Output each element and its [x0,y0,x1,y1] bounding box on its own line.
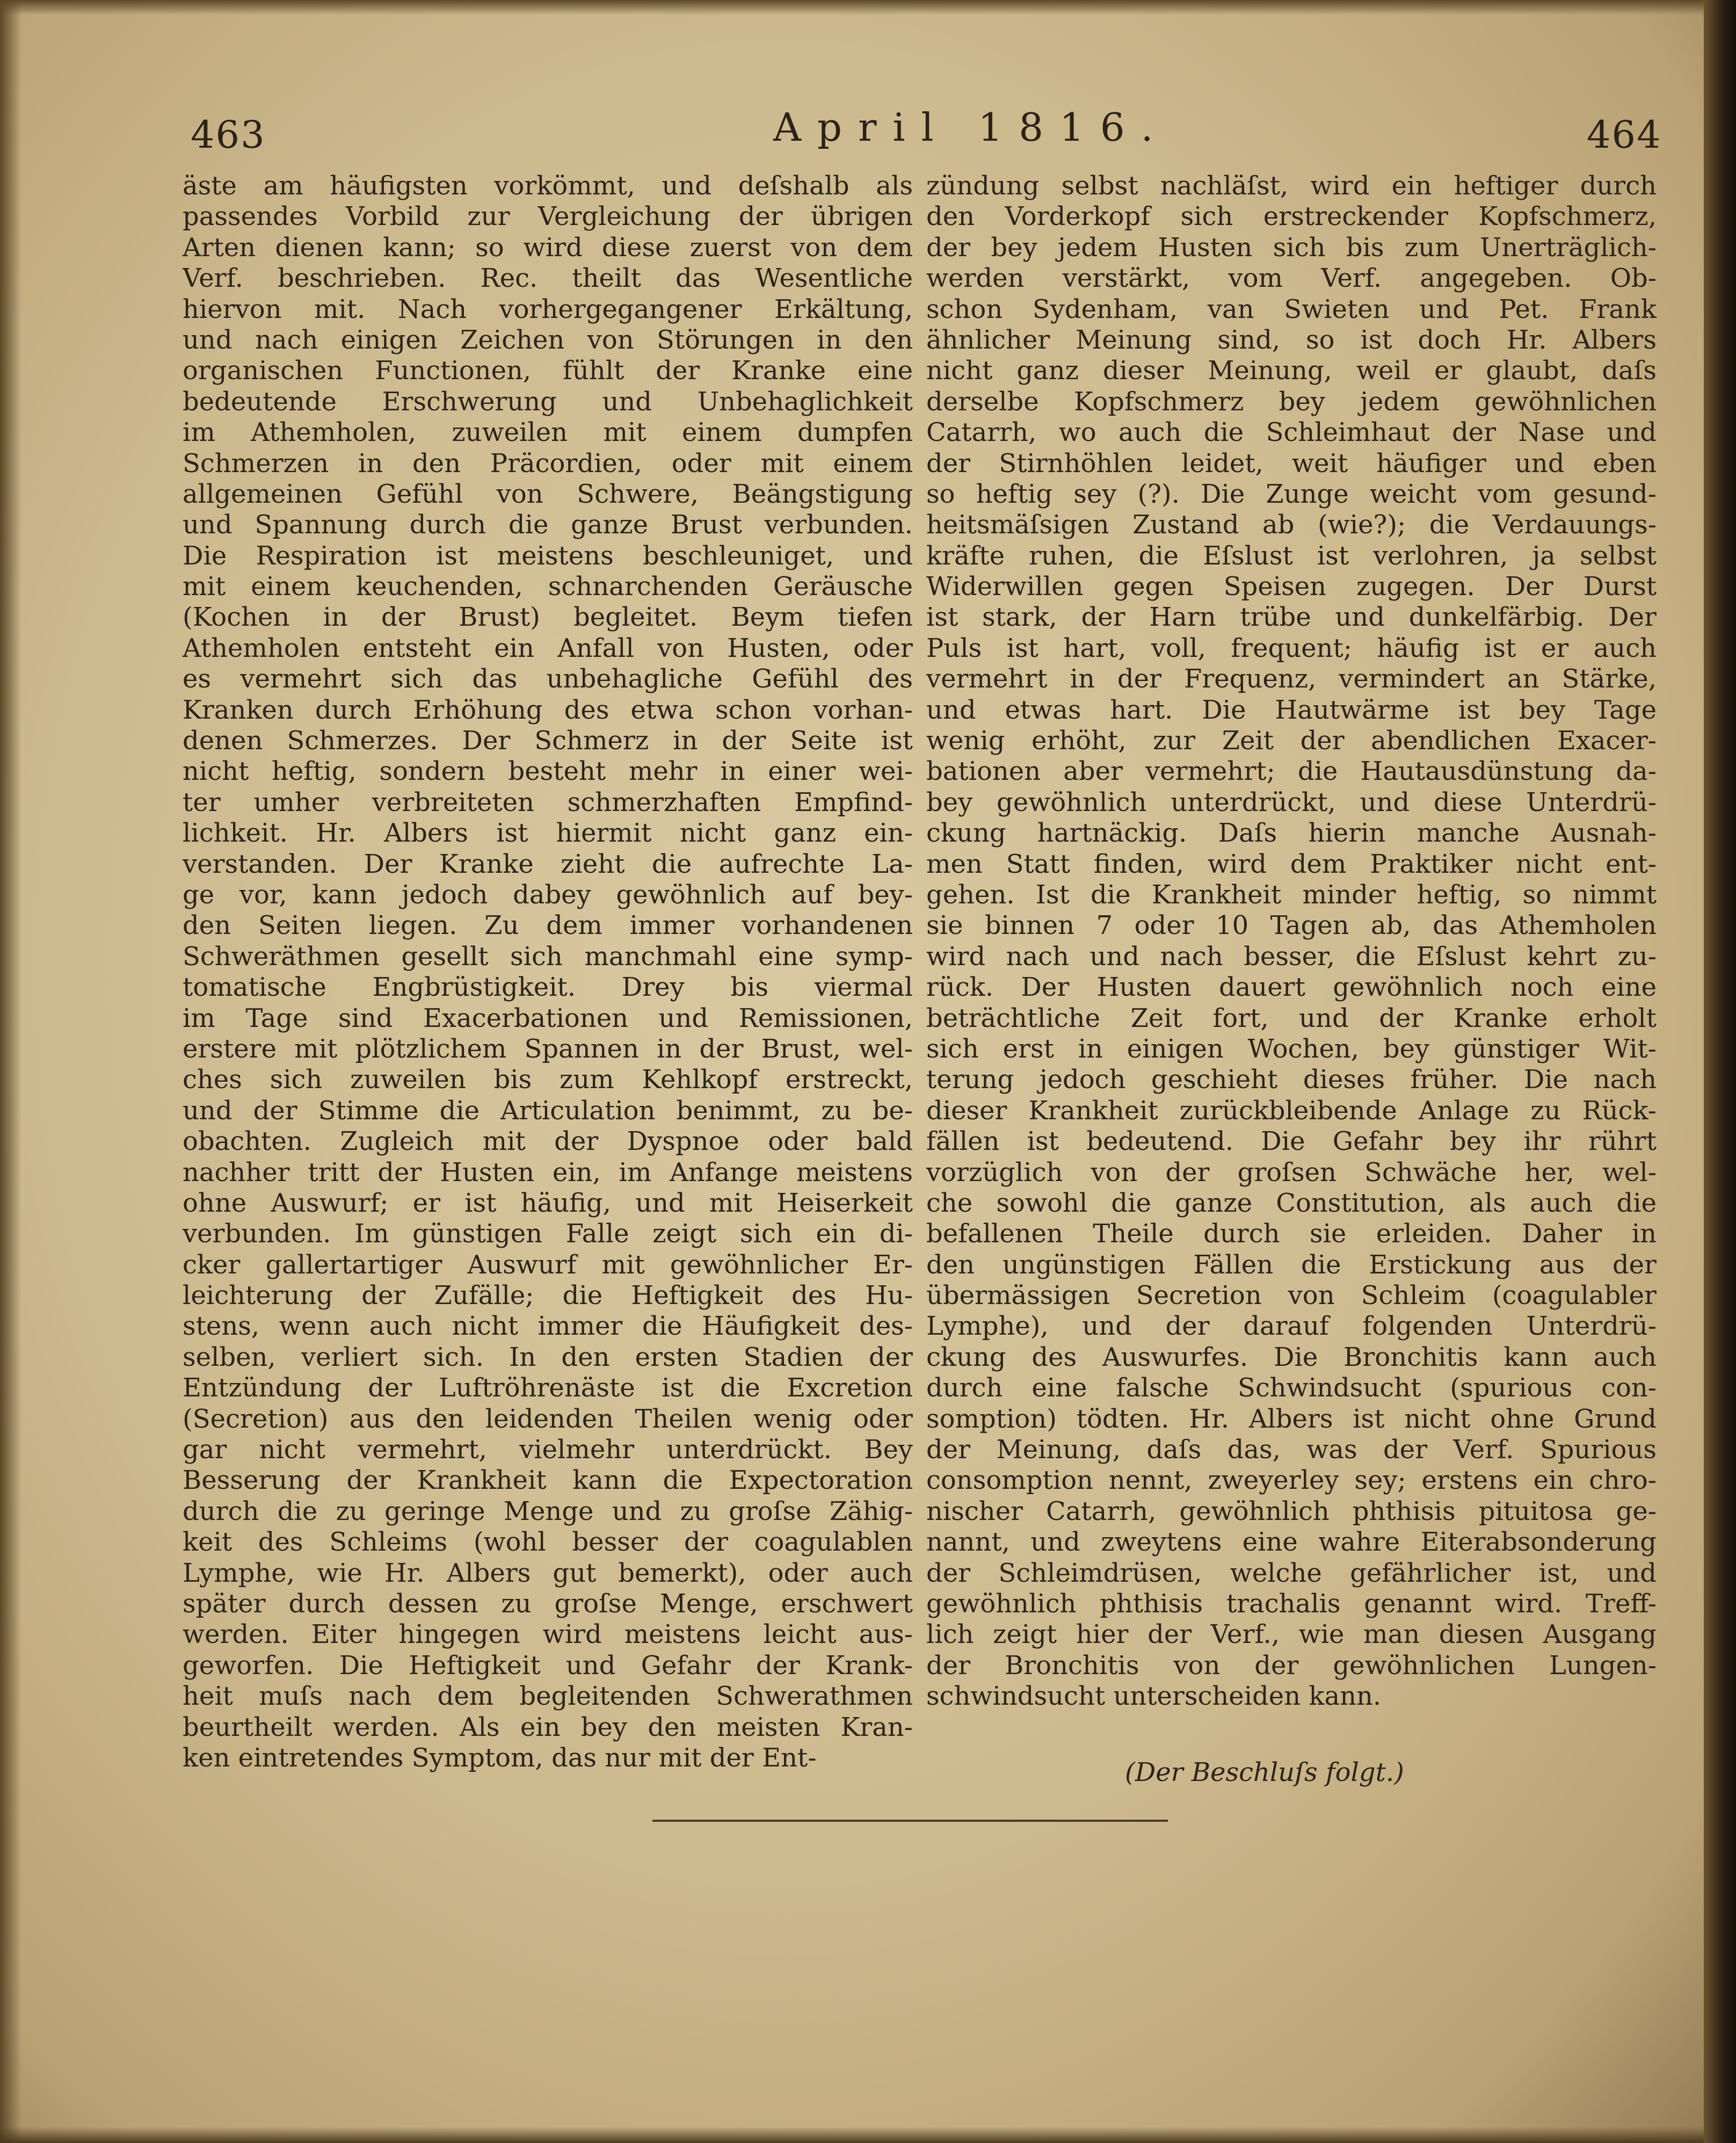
text-line: den ungünstigen Fällen die Erstickung aus der [926,1249,1657,1280]
text-line: organischen Functionen, fühlt der Kranke eine [183,356,913,386]
text-line: rück. Der Husten dauert gewöhnlich noch eine [926,972,1657,1003]
text-line: nachher tritt der Husten ein, im Anfange meistens [183,1157,913,1188]
text-line: cker gallertartiger Auswurf mit gewöhnlicher Er- [183,1249,913,1280]
text-line: somption) tödten. Hr. Albers ist nicht ohne Grund [926,1403,1657,1434]
text-line: gehen. Ist die Krankheit minder heftig, so nimmt [926,879,1657,910]
text-line: (Kochen in der Brust) begleitet. Beym tiefen [183,602,913,633]
text-line: dieser Krankheit zurückbleibende Anlage zu Rück- [926,1095,1657,1126]
closing-note: (Der Beschluſs folgt.) [1125,1757,1404,1787]
text-line: ckung hartnäckig. Daſs hierin manche Ausnah- [926,818,1657,849]
text-line: tomatische Engbrüstigkeit. Drey bis viermal [183,972,913,1003]
text-line: der Meinung, daſs das, was der Verf. Spurious [926,1435,1657,1465]
page-shadow-top [0,0,1736,15]
page-shadow-left [0,0,21,2143]
text-line: wenig erhöht, zur Zeit der abendlichen Exacer- [926,726,1657,756]
text-line: den Seiten liegen. Zu dem immer vorhandenen [183,910,913,941]
right-text-column [926,171,1657,1712]
text-line: schon Sydenham, van Swieten und Pet. Frank [926,294,1657,324]
text-line: Athemholen entsteht ein Anfall von Husten, oder [183,633,913,663]
text-line: es vermehrt sich das unbehagliche Gefühl des [183,664,913,694]
text-line: wird nach und nach besser, die Eſslust kehrt zu- [926,941,1657,972]
text-line: heit muſs nach dem begleitenden Schwerathmen [183,1681,913,1712]
text-line: kräfte ruhen, die Eſslust ist verlohren, ja selbst [926,540,1657,571]
text-line: werden verstärkt, vom Verf. angegeben. Ob- [926,263,1657,294]
text-line: nannt, und zweytens eine wahre Eiterabsonderung [926,1527,1657,1558]
text-line: übermässigen Secretion von Schleim (coagulabler [926,1280,1657,1311]
text-line: nischer Catarrh, gewöhnlich phthisis pituitosa ge- [926,1496,1657,1526]
text-line: der Stirnhöhlen leidet, weit häufiger und eben [926,448,1657,479]
text-line: bedeutende Erschwerung und Unbehaglichkeit [183,386,913,417]
text-line: men Statt finden, wird dem Praktiker nicht ent- [926,849,1657,879]
text-line: Kranken durch Erhöhung des etwa schon vorhan- [183,694,913,725]
text-line: so heftig sey (?). Die Zunge weicht vom gesund- [926,479,1657,509]
text-line: ches sich zuweilen bis zum Kehlkopf erstreckt, [183,1065,913,1095]
text-line: den Vorderkopf sich erstreckender Kopfschmerz, [926,201,1657,232]
text-line: denen Schmerzes. Der Schmerz in der Seite ist [183,726,913,756]
text-line: leichterung der Zufälle; die Heftigkeit des Hu- [183,1280,913,1311]
text-line: ckung des Auswurfes. Die Bronchitis kann auch [926,1342,1657,1372]
running-head: April 1816. [773,105,1170,150]
text-line: ter umher verbreiteten schmerzhaften Empfind- [183,787,913,817]
text-line: mit einem keuchenden, schnarchenden Geräusche [183,571,913,602]
book-spine [1704,0,1736,2143]
text-line: Entzündung der Luftröhrenäste ist die Excretion [183,1373,913,1403]
text-line: beträchtliche Zeit fort, und der Kranke erholt [926,1003,1657,1033]
text-line: und etwas hart. Die Hautwärme ist bey Tage [926,694,1657,725]
text-line: zündung selbst nachläſst, wird ein heftiger durch [926,171,1657,201]
text-line: nicht ganz dieser Meinung, weil er glaubt, daſs [926,356,1657,386]
text-line: Schweräthmen gesellt sich manchmahl eine symp- [183,941,913,972]
text-line: ist stark, der Harn trübe und dunkelfärbig. Der [926,602,1657,633]
text-line: ohne Auswurf; er ist häufig, und mit Heiserkeit [183,1188,913,1218]
text-line: befallenen Theile durch sie erleiden. Daher in [926,1219,1657,1249]
text-line: im Athemholen, zuweilen mit einem dumpfen [183,417,913,448]
text-line: und nach einigen Zeichen von Störungen in den [183,324,913,355]
text-line: sich erst in einigen Wochen, bey günstiger Wit- [926,1033,1657,1064]
text-line: durch eine falsche Schwindsucht (spurious con- [926,1373,1657,1403]
text-line: fällen ist bedeutend. Die Gefahr bey ihr rührt [926,1126,1657,1157]
text-line: che sowohl die ganze Constitution, als auch die [926,1188,1657,1218]
text-line: Die Respiration ist meistens beschleuniget, und [183,540,913,571]
text-line: bey gewöhnlich unterdrückt, und diese Unterdrü- [926,787,1657,817]
text-line: Lymphe), und der darauf folgenden Unterdrü- [926,1311,1657,1342]
text-line: terung jedoch geschieht dieses früher. Die nach [926,1065,1657,1095]
text-line: stens, wenn auch nicht immer die Häufigkeit des- [183,1311,913,1342]
text-line: derselbe Kopfschmerz bey jedem gewöhnlichen [926,386,1657,417]
bottom-rule [652,1820,1168,1822]
text-line: Besserung der Krankheit kann die Expectoration [183,1465,913,1496]
text-line: ken eintretendes Symptom, das nur mit der Ent- [183,1742,817,1773]
text-line: Verf. beschrieben. Rec. theilt das Wesentliche [183,263,913,294]
text-line: und der Stimme die Articulation benimmt, zu be- [183,1095,913,1126]
text-line: beurtheilt werden. Als ein bey den meisten Kran- [183,1712,913,1742]
text-line: schwindsucht unterscheiden kann. [926,1681,1382,1712]
text-line: vermehrt in der Frequenz, vermindert an Stärke, [926,664,1657,694]
text-line: ähnlicher Meinung sind, so ist doch Hr. Albers [926,324,1657,355]
text-line: gar nicht vermehrt, vielmehr unterdrückt. Bey [183,1435,913,1465]
text-line: consomption nennt, zweyerley sey; erstens ein chro- [926,1465,1657,1496]
text-line: später durch dessen zu groſse Menge, erschwert [183,1588,913,1619]
text-line: erstere mit plötzlichem Spannen in der Brust, wel- [183,1033,913,1064]
text-line: Arten dienen kann; so wird diese zuerst von dem [183,232,913,263]
text-line: der bey jedem Husten sich bis zum Unerträglich- [926,232,1657,263]
text-line: ge vor, kann jedoch dabey gewöhnlich auf bey- [183,879,913,910]
text-line: der Schleimdrüsen, welche gefährlicher ist, und [926,1558,1657,1588]
text-line: Puls ist hart, voll, frequent; häufig ist er auch [926,633,1657,663]
text-line: lichkeit. Hr. Albers ist hiermit nicht ganz ein- [183,818,913,849]
text-line: Schmerzen in den Präcordien, oder mit einem [183,448,913,479]
text-line: und Spannung durch die ganze Brust verbunden. [183,510,913,540]
text-line: bationen aber vermehrt; die Hautausdünstung da- [926,756,1657,787]
text-line: selben, verliert sich. In den ersten Stadien der [183,1342,913,1372]
text-line: allgemeinen Gefühl von Schwere, Beängstigung [183,479,913,509]
text-line: keit des Schleims (wohl besser der coagulablen [183,1527,913,1558]
text-line: Catarrh, wo auch die Schleimhaut der Nase und [926,417,1657,448]
page-number-right: 464 [1587,113,1662,157]
text-line: äste am häufigsten vorkömmt, und deſshalb als [183,171,913,201]
text-line: obachten. Zugleich mit der Dyspnoe oder bald [183,1126,913,1157]
page-shadow-bottom [0,2127,1736,2143]
text-line: passendes Vorbild zur Vergleichung der übrigen [183,201,913,232]
text-line: Widerwillen gegen Speisen zugegen. Der Durst [926,571,1657,602]
text-line: heitsmäſsigen Zustand ab (wie?); die Verdauungs- [926,510,1657,540]
text-line: sie binnen 7 oder 10 Tagen ab, das Athemholen [926,910,1657,941]
text-line: im Tage sind Exacerbationen und Remissionen, [183,1003,913,1033]
text-line: gewöhnlich phthisis trachalis genannt wird. Treff- [926,1588,1657,1619]
text-line: hiervon mit. Nach vorhergegangener Erkältung, [183,294,913,324]
text-line: Lymphe, wie Hr. Albers gut bemerkt), oder auch [183,1558,913,1588]
text-line: verbunden. Im günstigen Falle zeigt sich ein di- [183,1219,913,1249]
text-line: nicht heftig, sondern besteht mehr in einer wei- [183,756,913,787]
text-line: durch die zu geringe Menge und zu groſse Zähig- [183,1496,913,1526]
page-number-left: 463 [191,113,266,157]
text-line: werden. Eiter hingegen wird meistens leicht aus- [183,1619,913,1650]
text-line: geworfen. Die Heftigkeit und Gefahr der Krank- [183,1650,913,1681]
left-text-column [183,171,913,1773]
text-line: (Secretion) aus den leidenden Theilen wenig oder [183,1403,913,1434]
text-line: der Bronchitis von der gewöhnlichen Lungen- [926,1650,1657,1681]
text-line: verstanden. Der Kranke zieht die aufrechte La- [183,849,913,879]
text-line: vorzüglich von der groſsen Schwäche her, wel- [926,1157,1657,1188]
text-line: lich zeigt hier der Verf., wie man diesen Ausgang [926,1619,1657,1650]
